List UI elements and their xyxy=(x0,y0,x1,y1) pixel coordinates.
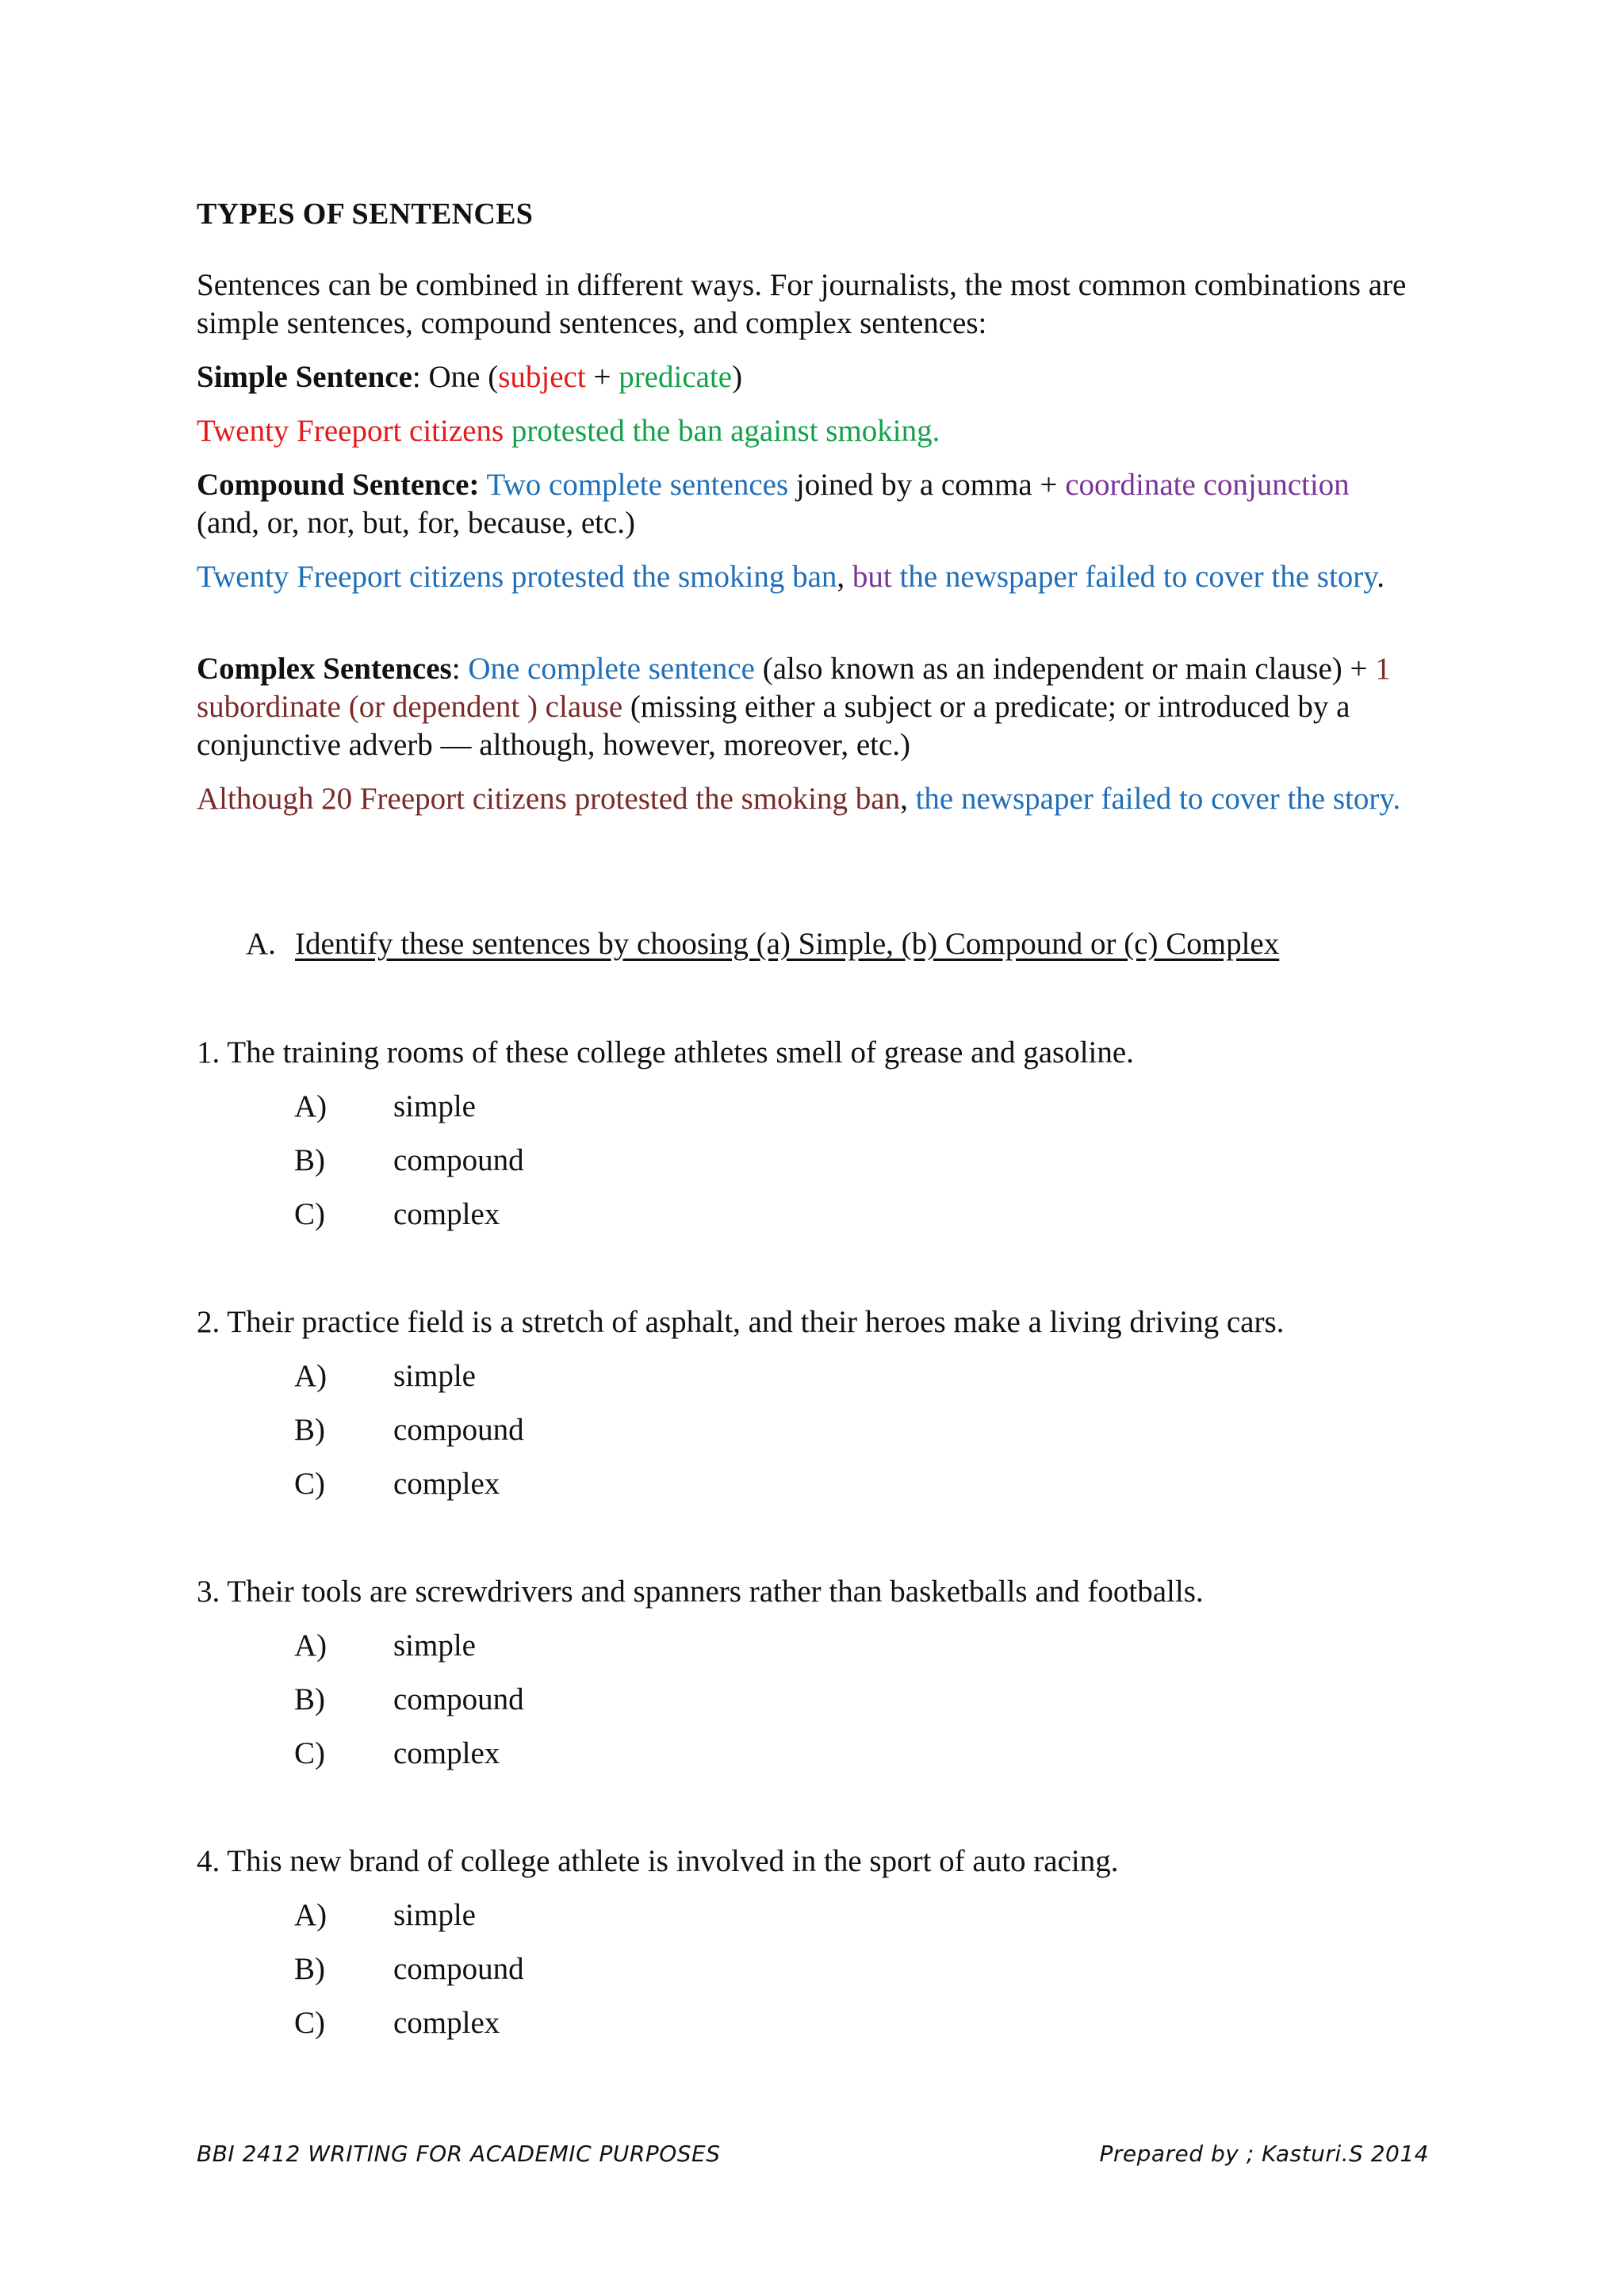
question-text: 2. Their practice field is a stretch of asphalt, and their heroes make a living driving cars. xyxy=(197,1305,1285,1339)
question-3 xyxy=(197,1573,1434,1789)
option-label: A) xyxy=(294,1359,327,1393)
simple-sentence-definition xyxy=(197,358,1434,396)
compound-example-period: . xyxy=(1377,560,1385,594)
option-text: complex xyxy=(393,1197,500,1231)
compound-example-first: Twenty Freeport citizens protested the smoking ban xyxy=(197,560,837,594)
intro-paragraph: Sentences can be combined in different ways. For journalists, the most common combinations are simple sentences, compound sentences, and complex sentences: xyxy=(197,268,1407,340)
section-a-heading xyxy=(246,926,1279,962)
option-text: simple xyxy=(393,1359,476,1393)
option-c[interactable] xyxy=(197,1465,1434,1519)
option-label: A) xyxy=(294,1089,327,1123)
option-text: complex xyxy=(393,1467,500,1501)
option-b[interactable] xyxy=(197,1142,1434,1196)
question-2 xyxy=(197,1303,1434,1519)
compound-sentence-example xyxy=(197,558,1434,596)
option-b[interactable] xyxy=(197,1411,1434,1465)
footer-course: BBI 2412 WRITING FOR ACADEMIC PURPOSES xyxy=(197,2141,721,2167)
option-label: B) xyxy=(294,1682,325,1716)
option-label: B) xyxy=(294,1143,325,1177)
compound-sentence-label: Compound Sentence: xyxy=(197,468,480,502)
compound-example-comma: , xyxy=(837,560,852,594)
subject-term: subject xyxy=(498,360,586,394)
option-text: complex xyxy=(393,1736,500,1770)
option-text: simple xyxy=(393,1898,476,1932)
example-predicate: protested the ban against smoking. xyxy=(504,414,940,448)
question-text: 1. The training rooms of these college athletes smell of grease and gasoline. xyxy=(197,1035,1134,1070)
complex-sentence-definition xyxy=(197,650,1434,764)
option-text: complex xyxy=(393,2006,500,2040)
simple-sentence-example xyxy=(197,412,1434,450)
complex-example-second: the newspaper failed to cover the story. xyxy=(915,782,1401,816)
complex-sentence-example xyxy=(197,780,1434,818)
option-label: C) xyxy=(294,2006,325,2040)
two-complete-sentences: Two complete sentences xyxy=(479,468,789,502)
option-a[interactable] xyxy=(197,1896,1434,1950)
complex-colon: : xyxy=(451,652,469,686)
question-text: 3. Their tools are screwdrivers and spanners rather than basketballs and footballs. xyxy=(197,1575,1204,1609)
option-label: A) xyxy=(294,1628,327,1663)
option-text: simple xyxy=(393,1089,476,1123)
option-a[interactable] xyxy=(197,1357,1434,1411)
simple-one: : One ( xyxy=(412,360,499,394)
predicate-term: predicate xyxy=(619,360,733,394)
option-text: compound xyxy=(393,1952,524,1986)
section-instruction: Identify these sentences by choosing (a) Simple, (b) Compound or (c) Complex xyxy=(295,927,1280,961)
option-label: A) xyxy=(294,1898,327,1932)
option-text: compound xyxy=(393,1413,524,1447)
subordinate-clause: 1 subordinate (or dependent ) clause xyxy=(197,652,1391,724)
option-c[interactable] xyxy=(197,1196,1434,1249)
question-4 xyxy=(197,1843,1434,2058)
complex-sentence-label: Complex Sentences xyxy=(197,652,452,686)
section-letter: A. xyxy=(246,927,276,961)
conjunction-list: (and, or, nor, but, for, because, etc.) xyxy=(197,506,636,540)
option-c[interactable] xyxy=(197,1735,1434,1789)
complex-rest: (missing either a subject or a predicate; or introduced by a conjunctive adverb — although, however, moreover, etc.) xyxy=(197,690,1350,762)
coordinate-conjunction: coordinate conjunction xyxy=(1065,468,1350,502)
plus-sign: + xyxy=(585,360,619,394)
option-c[interactable] xyxy=(197,2004,1434,2058)
complex-aka: (also known as an independent or main clause) + xyxy=(754,652,1376,686)
page-title: TYPES OF SENTENCES xyxy=(197,197,534,231)
close-paren: ) xyxy=(732,360,743,394)
option-label: C) xyxy=(294,1736,325,1770)
question-text: 4. This new brand of college athlete is involved in the sport of auto racing. xyxy=(197,1844,1119,1878)
compound-example-second: the newspaper failed to cover the story xyxy=(891,560,1377,594)
simple-sentence-label: Simple Sentence xyxy=(197,360,412,394)
option-label: B) xyxy=(294,1413,325,1447)
one-complete-sentence: One complete sentence xyxy=(468,652,755,686)
option-label: B) xyxy=(294,1952,325,1986)
option-text: compound xyxy=(393,1682,524,1716)
option-b[interactable] xyxy=(197,1681,1434,1735)
option-a[interactable] xyxy=(197,1088,1434,1142)
compound-example-but: but xyxy=(852,560,892,594)
example-subject: Twenty Freeport citizens xyxy=(197,414,504,448)
option-text: compound xyxy=(393,1143,524,1177)
option-text: simple xyxy=(393,1628,476,1663)
complex-example-first: Although 20 Freeport citizens protested the smoking ban xyxy=(197,782,901,816)
compound-sentence-definition xyxy=(197,466,1434,542)
option-a[interactable] xyxy=(197,1627,1434,1681)
option-label: C) xyxy=(294,1197,325,1231)
joined-text: joined by a comma + xyxy=(788,468,1066,502)
option-label: C) xyxy=(294,1467,325,1501)
option-b[interactable] xyxy=(197,1950,1434,2004)
footer-author: Prepared by ; Kasturi.S 2014 xyxy=(1099,2141,1429,2167)
complex-example-comma: , xyxy=(900,782,916,816)
question-1 xyxy=(197,1034,1434,1249)
